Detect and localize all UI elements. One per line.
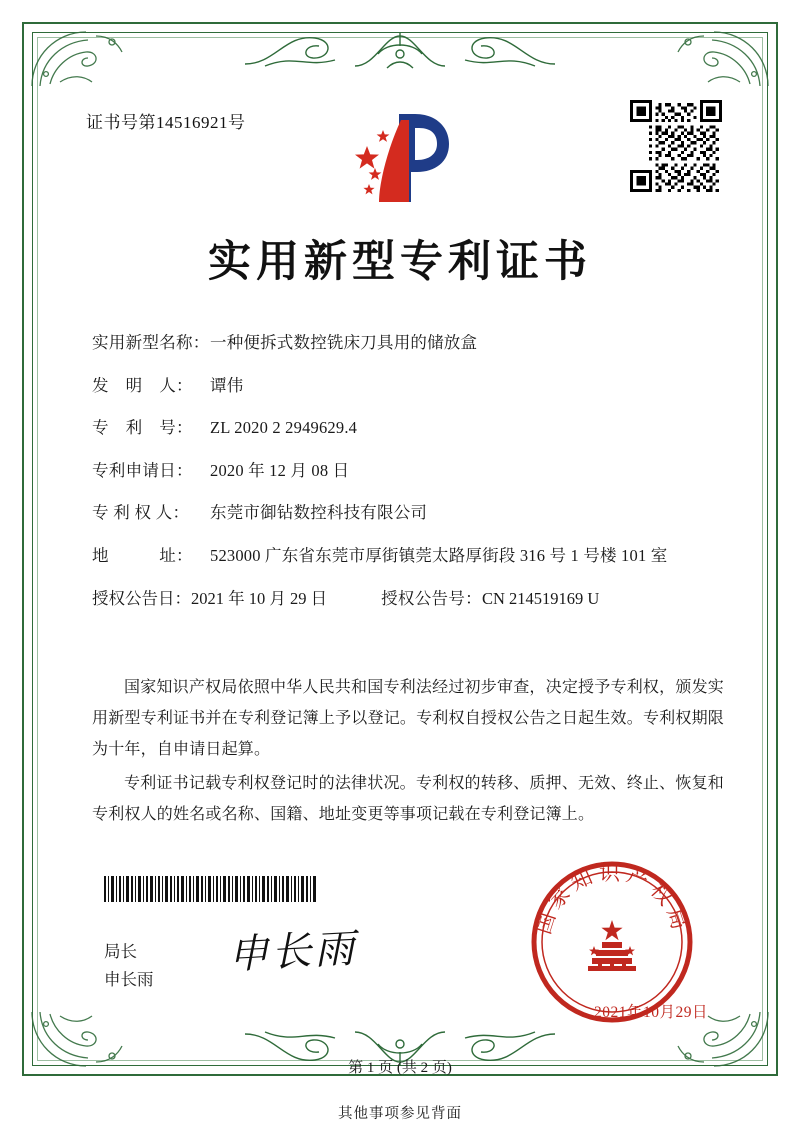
paragraph-1: 国家知识产权局依照中华人民共和国专利法经过初步审查，决定授予专利权，颁发实用新型专利证书并在专利登记簿上予以登记。专利权自授权公告之日起生效。专利权期限为十年，自申请日起算。 — [92, 679, 724, 759]
field-value: 2020 年 12 月 08 日 — [210, 460, 350, 480]
office-label: 局长 — [104, 942, 137, 961]
grant-date-label: 授权公告日： — [92, 589, 191, 609]
field-label: 专 利 号： — [92, 418, 193, 438]
grant-number-label: 授权公告号： — [381, 589, 482, 609]
field-list — [92, 330, 726, 626]
grant-date-value: 2021 年 10 月 29 日 — [191, 589, 328, 609]
field-value: 523000 广东省东莞市厚街镇莞太路厚街段 316 号 1 号楼 101 室 — [210, 545, 668, 565]
signature-block — [104, 938, 154, 994]
svg-text:国家知识产权局: 国家知识产权局 — [530, 861, 694, 938]
field-grant-row — [92, 585, 726, 609]
field-label: 专利申请日： — [92, 460, 193, 480]
certificate-number: 证书号第14516921号 — [86, 113, 246, 132]
field-inventor — [92, 373, 726, 399]
footer-note: 其他事项参见背面 — [338, 1106, 462, 1122]
page-number: 第 1 页 (共 2 页) — [348, 1060, 452, 1076]
field-label: 地 址： — [92, 545, 193, 565]
page-title: 实用新型专利证书 — [208, 237, 592, 287]
corner-ornament-icon — [26, 26, 146, 92]
office-name: 申长雨 — [104, 970, 154, 990]
handwritten-signature: 申长雨 — [227, 925, 359, 979]
field-label: 专 利 权 人： — [92, 503, 190, 523]
top-ornament-icon — [235, 24, 565, 76]
field-value: 一种便拆式数控铣床刀具用的储放盒 — [210, 333, 478, 352]
field-address — [92, 543, 726, 569]
legal-text — [92, 672, 724, 832]
field-value: 谭伟 — [210, 375, 244, 395]
field-value: ZL 2020 2 2949629.4 — [210, 418, 358, 438]
seal-date: 2021年10月29日 — [593, 1004, 708, 1021]
field-label: 实用新型名称： — [92, 333, 210, 352]
paragraph-2: 专利证书记载专利权登记时的法律状况。专利权的转移、质押、无效、终止、恢复和专利权人的姓名或名称、国籍、地址变更等事项记载在专利登记簿上。 — [92, 774, 724, 823]
field-label: 发 明 人： — [92, 375, 193, 395]
field-value: 东莞市御钻数控科技有限公司 — [210, 503, 428, 523]
field-utility-model-name — [92, 330, 726, 356]
qr-code-icon — [630, 100, 722, 192]
corner-ornament-icon — [654, 26, 774, 92]
cnipa-logo-icon — [345, 106, 457, 210]
barcode-icon — [104, 876, 318, 902]
field-patentee — [92, 500, 726, 526]
field-patent-number — [92, 415, 726, 441]
field-application-date — [92, 458, 726, 484]
grant-number-value: CN 214519169 U — [481, 589, 600, 609]
